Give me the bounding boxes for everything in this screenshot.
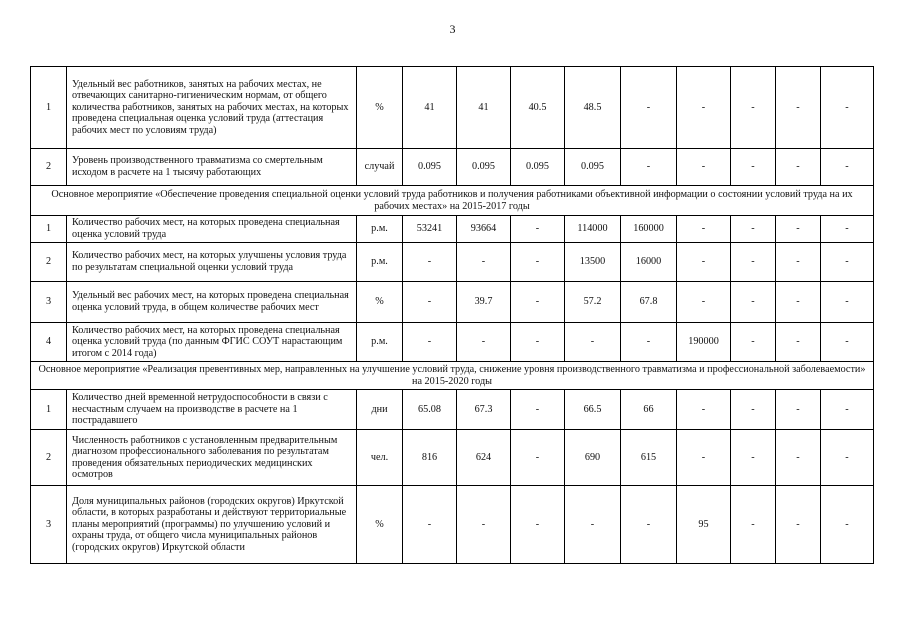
table-row [31, 243, 874, 282]
value-cell: - [403, 243, 457, 282]
value-cell: 16000 [621, 243, 677, 282]
indicator-name: Количество дней временной нетрудоспособности в связи с несчастным случаем на производстве в расчете на 1 пострадавшего [67, 390, 357, 430]
value-cell: - [403, 282, 457, 323]
value-cell: - [403, 323, 457, 362]
value-cell: - [511, 282, 565, 323]
value-cell: - [821, 486, 874, 564]
value-cell: - [731, 216, 776, 243]
value-cell: 65.08 [403, 390, 457, 430]
table-row [31, 282, 874, 323]
value-cell: - [403, 486, 457, 564]
table-row [31, 67, 874, 149]
value-cell: - [731, 323, 776, 362]
row-number: 2 [31, 243, 67, 282]
value-cell: 41 [403, 67, 457, 149]
value-cell: - [677, 430, 731, 486]
value-cell: - [731, 149, 776, 186]
value-cell: - [511, 390, 565, 430]
unit-of-measure: % [357, 282, 403, 323]
value-cell: - [821, 243, 874, 282]
value-cell: - [776, 243, 821, 282]
value-cell: - [511, 323, 565, 362]
row-number: 1 [31, 390, 67, 430]
section-heading: Основное мероприятие «Реализация превентивных мер, направленных на улучшение условий труда, снижение уровня производственного травматизма и профессиональной заболеваемости» на 2015-2020 годы [31, 362, 874, 390]
value-cell: - [511, 216, 565, 243]
value-cell: 816 [403, 430, 457, 486]
value-cell: 0.095 [565, 149, 621, 186]
value-cell: - [776, 282, 821, 323]
row-number: 3 [31, 282, 67, 323]
indicator-name: Доля муниципальных районов (городских округов) Иркутской области, в которых разработаны и действуют территориальные планы мероприятий (программы) по улучшению условий и охраны труда, от общего числа муниципальных районов (городских округов) Иркутской области [67, 486, 357, 564]
indicator-name: Количество рабочих мест, на которых проведена специальная оценка условий труда [67, 216, 357, 243]
value-cell: - [731, 67, 776, 149]
indicator-name: Удельный вес работников, занятых на рабочих местах, не отвечающих санитарно-гигиеническим нормам, от общего количества работников, занятых на рабочих местах, на которых проведена специальная оценка условий труда (аттестация рабочих мест по условиям труда) [67, 67, 357, 149]
unit-of-measure: р.м. [357, 323, 403, 362]
value-cell: - [776, 149, 821, 186]
value-cell: - [565, 323, 621, 362]
value-cell: - [821, 216, 874, 243]
value-cell: - [677, 67, 731, 149]
row-number: 1 [31, 216, 67, 243]
value-cell: 57.2 [565, 282, 621, 323]
table-row [31, 390, 874, 430]
unit-of-measure: дни [357, 390, 403, 430]
value-cell: 93664 [457, 216, 511, 243]
value-cell: 615 [621, 430, 677, 486]
value-cell: 66.5 [565, 390, 621, 430]
value-cell: 95 [677, 486, 731, 564]
value-cell: 0.095 [511, 149, 565, 186]
table-row [31, 216, 874, 243]
value-cell: - [621, 67, 677, 149]
value-cell: 0.095 [403, 149, 457, 186]
value-cell: - [511, 430, 565, 486]
value-cell: - [621, 149, 677, 186]
table-row [31, 149, 874, 186]
value-cell: 0.095 [457, 149, 511, 186]
unit-of-measure: % [357, 67, 403, 149]
table-row [31, 323, 874, 362]
indicator-name: Количество рабочих мест, на которых проведена специальная оценка условий труда (по данным ФГИС СОУТ нарастающим итогом с 2014 года) [67, 323, 357, 362]
value-cell: 66 [621, 390, 677, 430]
value-cell: - [621, 486, 677, 564]
unit-of-measure: р.м. [357, 243, 403, 282]
section-heading: Основное мероприятие «Обеспечение проведения специальной оценки условий труда работников и получения работниками объективной информации о состоянии условий труда на их рабочих местах» на 2015-2017 годы [31, 186, 874, 216]
value-cell: 40.5 [511, 67, 565, 149]
value-cell: - [457, 243, 511, 282]
row-number: 1 [31, 67, 67, 149]
value-cell: - [776, 430, 821, 486]
value-cell: 39.7 [457, 282, 511, 323]
value-cell: - [821, 390, 874, 430]
value-cell: - [821, 149, 874, 186]
value-cell: - [565, 486, 621, 564]
value-cell: 67.3 [457, 390, 511, 430]
indicator-name: Удельный вес рабочих мест, на которых проведена специальная оценка условий труда, в общем количестве рабочих мест [67, 282, 357, 323]
row-number: 3 [31, 486, 67, 564]
value-cell: - [677, 243, 731, 282]
value-cell: - [677, 282, 731, 323]
row-number: 2 [31, 149, 67, 186]
value-cell: 67.8 [621, 282, 677, 323]
page-number: 3 [449, 22, 456, 36]
value-cell: 624 [457, 430, 511, 486]
value-cell: 53241 [403, 216, 457, 243]
row-number: 2 [31, 430, 67, 486]
value-cell: - [776, 486, 821, 564]
indicator-name: Уровень производственного травматизма со смертельным исходом в расчете на 1 тысячу работающих [67, 149, 357, 186]
value-cell: - [511, 486, 565, 564]
value-cell: 190000 [677, 323, 731, 362]
unit-of-measure: р.м. [357, 216, 403, 243]
value-cell: 13500 [565, 243, 621, 282]
unit-of-measure: чел. [357, 430, 403, 486]
section-row [31, 186, 874, 216]
indicators-table [30, 66, 874, 564]
unit-of-measure: случай [357, 149, 403, 186]
row-number: 4 [31, 323, 67, 362]
value-cell: - [821, 282, 874, 323]
value-cell: 48.5 [565, 67, 621, 149]
value-cell: 690 [565, 430, 621, 486]
value-cell: - [511, 243, 565, 282]
value-cell: - [776, 67, 821, 149]
value-cell: - [731, 390, 776, 430]
value-cell: - [731, 282, 776, 323]
value-cell: - [731, 486, 776, 564]
value-cell: - [776, 323, 821, 362]
table-row [31, 486, 874, 564]
value-cell: - [731, 430, 776, 486]
value-cell: - [621, 323, 677, 362]
value-cell: - [677, 216, 731, 243]
indicator-name: Численность работников с установленным предварительным диагнозом профессионального заболевания по результатам проведения обязательных периодических медицинских осмотров [67, 430, 357, 486]
table-row [31, 430, 874, 486]
value-cell: 41 [457, 67, 511, 149]
value-cell: - [457, 486, 511, 564]
value-cell: - [677, 149, 731, 186]
value-cell: - [731, 243, 776, 282]
value-cell: - [821, 430, 874, 486]
value-cell: - [677, 390, 731, 430]
value-cell: 114000 [565, 216, 621, 243]
indicator-name: Количество рабочих мест, на которых улучшены условия труда по результатам специальной оценки условий труда [67, 243, 357, 282]
section-row [31, 362, 874, 390]
value-cell: - [821, 323, 874, 362]
value-cell: - [821, 67, 874, 149]
value-cell: - [457, 323, 511, 362]
value-cell: 160000 [621, 216, 677, 243]
value-cell: - [776, 390, 821, 430]
unit-of-measure: % [357, 486, 403, 564]
value-cell: - [776, 216, 821, 243]
